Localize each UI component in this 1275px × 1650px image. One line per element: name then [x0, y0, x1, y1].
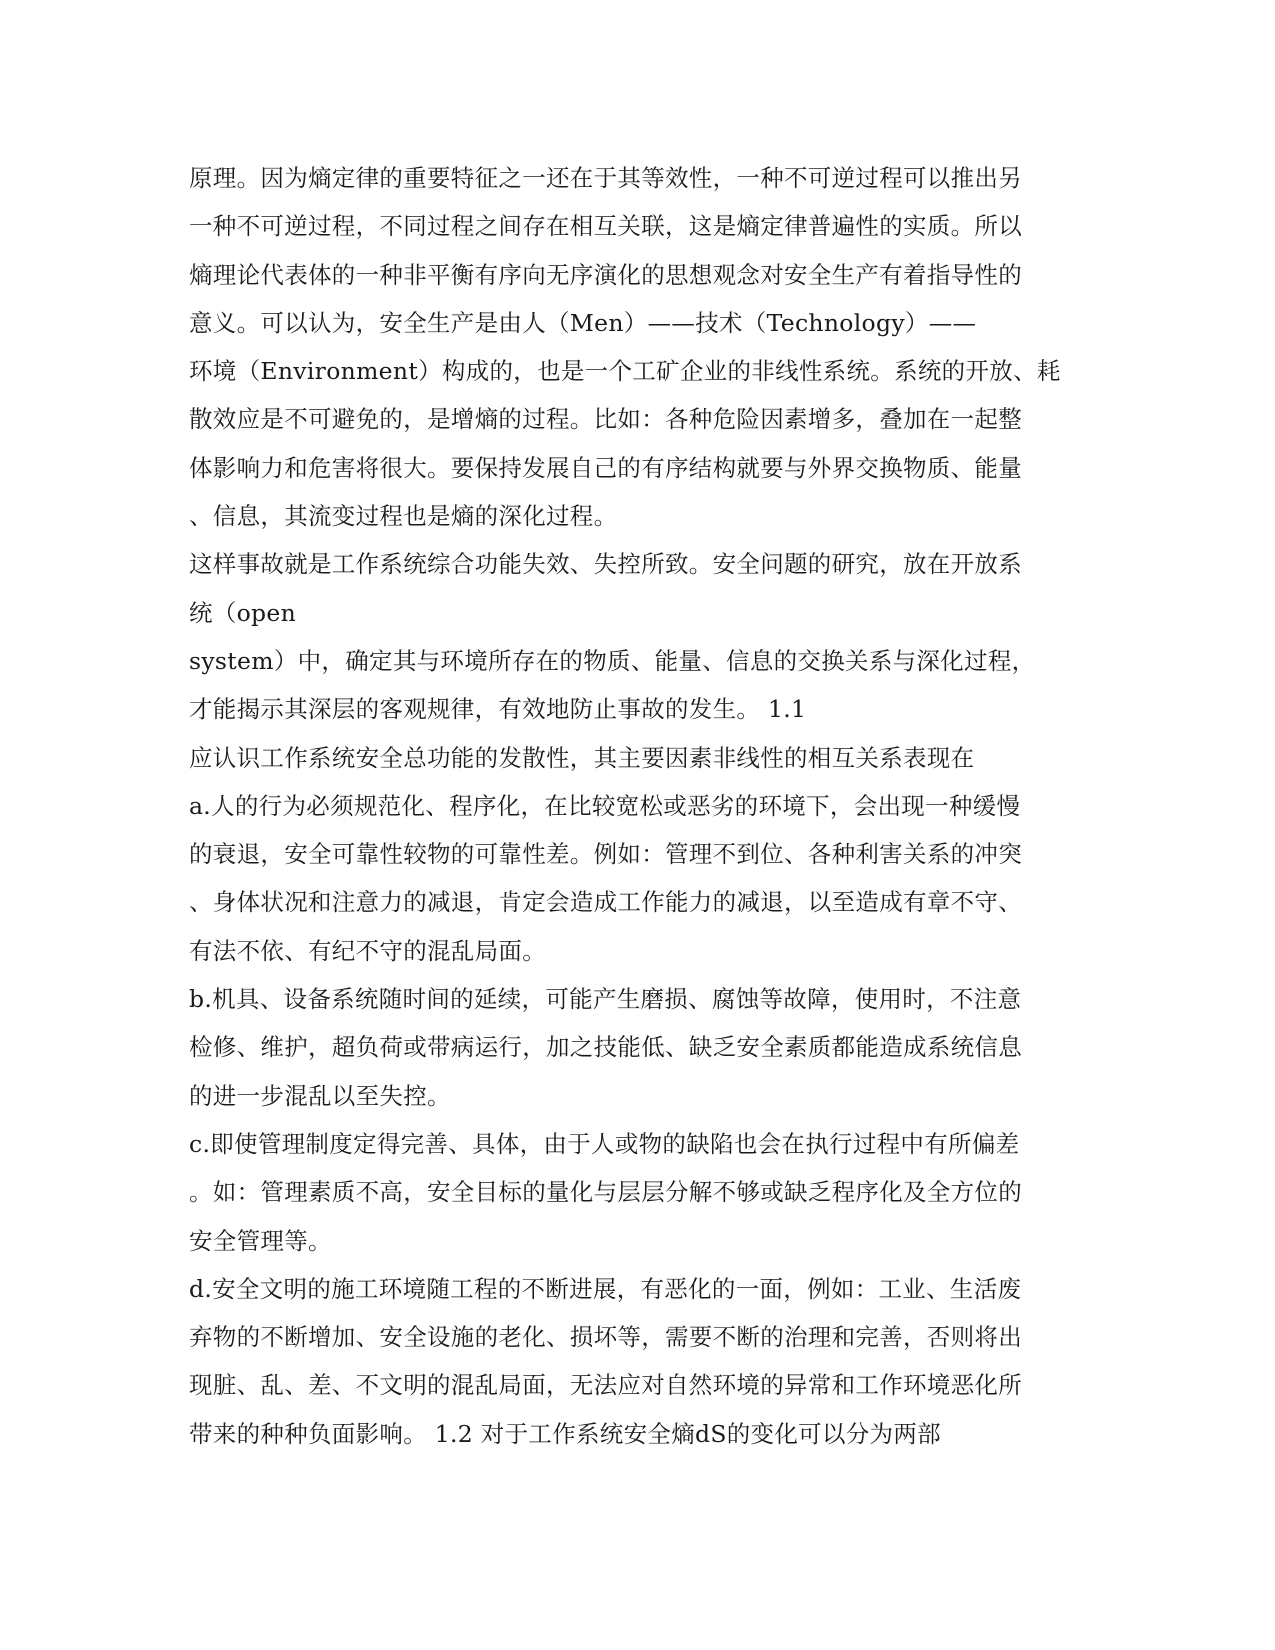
text-line: 的进一步混乱以至失控。	[189, 1081, 451, 1110]
text-line: b.机具、设备系统随时间的延续，可能产生磨损、腐蚀等故障，使用时，不注意	[189, 985, 1022, 1014]
text-line: 有法不依、有纪不守的混乱局面。	[189, 936, 546, 965]
text-line: 一种不可逆过程，不同过程之间存在相互关联，这是熵定律普遍性的实质。所以	[189, 212, 1022, 241]
text-line: 统（open	[189, 598, 297, 627]
text-line: 、信息，其流变过程也是熵的深化过程。	[189, 502, 618, 531]
text-line: system）中，确定其与环境所存在的物质、能量、信息的交换关系与深化过程，	[189, 646, 1036, 675]
text-line: c.即使管理制度定得完善、具体，由于人或物的缺陷也会在执行过程中有所偏差	[189, 1129, 1020, 1158]
text-line: 的衰退，安全可靠性较物的可靠性差。例如：管理不到位、各种利害关系的冲突	[189, 840, 1022, 869]
text-line: 应认识工作系统安全总功能的发散性，其主要因素非线性的相互关系表现在	[189, 743, 975, 772]
text-line: a.人的行为必须规范化、程序化，在比较宽松或恶劣的环境下，会出现一种缓慢	[189, 791, 1021, 820]
text-line: 熵理论代表体的一种非平衡有序向无序演化的思想观念对安全生产有着指导性的	[189, 260, 1022, 289]
text-line: 才能揭示其深层的客观规律，有效地防止事故的发生。 1.1	[189, 695, 807, 724]
text-line: 这样事故就是工作系统综合功能失效、失控所致。安全问题的研究，放在开放系	[189, 550, 1022, 579]
text-line: d.安全文明的施工环境随工程的不断进展，有恶化的一面，例如：工业、生活废	[189, 1274, 1022, 1303]
text-line: 带来的种种负面影响。 1.2 对于工作系统安全熵dS的变化可以分为两部	[189, 1419, 941, 1448]
text-line: 弃物的不断增加、安全设施的老化、损坏等，需要不断的治理和完善，否则将出	[189, 1323, 1022, 1352]
text-line: 意义。可以认为，安全生产是由人（Men）——技术（Technology）——	[189, 308, 977, 337]
text-line: 。如：管理素质不高，安全目标的量化与层层分解不够或缺乏程序化及全方位的	[189, 1178, 1022, 1207]
text-line: 检修、维护，超负荷或带病运行，加之技能低、缺乏安全素质都能造成系统信息	[189, 1033, 1022, 1062]
text-line: 环境（Environment）构成的，也是一个工矿企业的非线性系统。系统的开放、耗	[189, 357, 1061, 386]
text-line: 、身体状况和注意力的减退，肯定会造成工作能力的减退，以至造成有章不守、	[189, 888, 1022, 917]
text-line: 安全管理等。	[189, 1226, 332, 1255]
text-line: 体影响力和危害将很大。要保持发展自己的有序结构就要与外界交换物质、能量	[189, 453, 1022, 482]
text-line: 现脏、乱、差、不文明的混乱局面，无法应对自然环境的异常和工作环境恶化所	[189, 1371, 1022, 1400]
text-line: 散效应是不可避免的，是增熵的过程。比如：各种危险因素增多，叠加在一起整	[189, 405, 1022, 434]
text-line: 原理。因为熵定律的重要特征之一还在于其等效性，一种不可逆过程可以推出另	[189, 164, 1022, 192]
body-text	[189, 154, 1089, 1458]
